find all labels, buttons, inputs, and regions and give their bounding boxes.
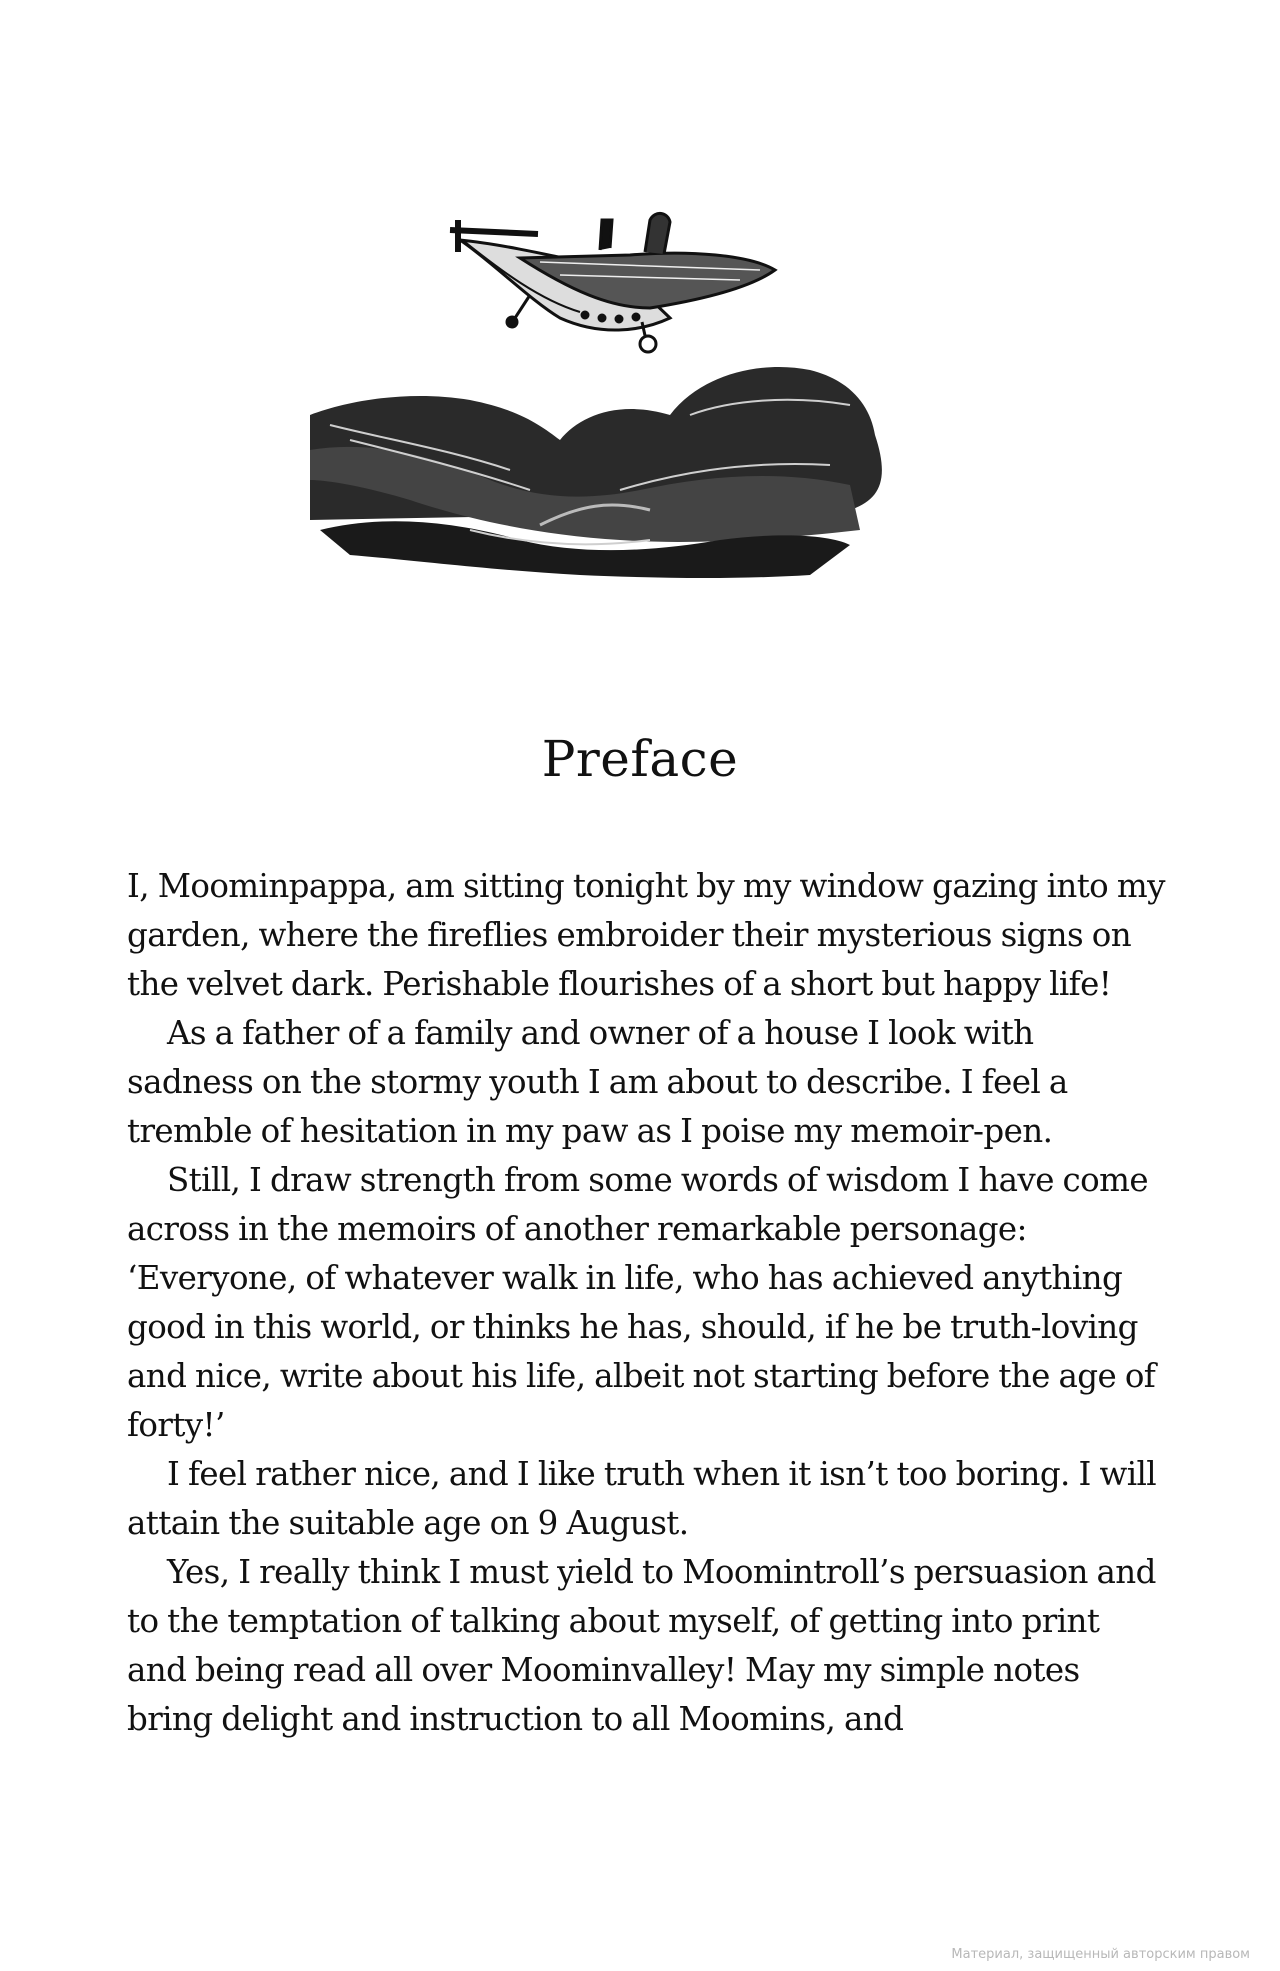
page-title: Preface	[541, 730, 739, 788]
paragraph-5: Yes, I really think I must yield to Moomintroll’s persuasion and to the temptation of talking about myself, of getting into print and being read all over Moominvalley! May my simple notes bring delight and instruction to all Moomins, and	[127, 1553, 1156, 1738]
paragraph-2: As a father of a family and owner of a house I look with sadness on the stormy youth I am about to describe. I feel a tremble of hesitation in my paw as I poise my memoir-pen.	[127, 1014, 1068, 1150]
paragraph-3: Still, I draw strength from some words of wisdom I have come across in the memoirs of another remarkable personage: ‘Everyone, of whatever walk in life, who has achieved anything good in this world, or thinks he has, should, if he be truth-loving and nice, write about his life, albeit not starting before the age of forty!’	[127, 1161, 1156, 1444]
preface-body	[127, 862, 1167, 1744]
paragraph-1: I, Moominpappa, am sitting tonight by my window gazing into my garden, where the fireflies embroider their mysterious signs on the velvet dark. Perishable flourishes of a short but happy life!	[127, 867, 1165, 1003]
paragraph-4: I feel rather nice, and I like truth when it isn’t too boring. I will attain the suitable age on 9 August.	[127, 1455, 1157, 1542]
copyright-watermark: Материал, защищенный авторским правом	[951, 1947, 1250, 1962]
airplane-icon	[450, 213, 775, 352]
airplane-over-hills-illustration	[290, 200, 910, 620]
hills-icon	[310, 367, 882, 578]
